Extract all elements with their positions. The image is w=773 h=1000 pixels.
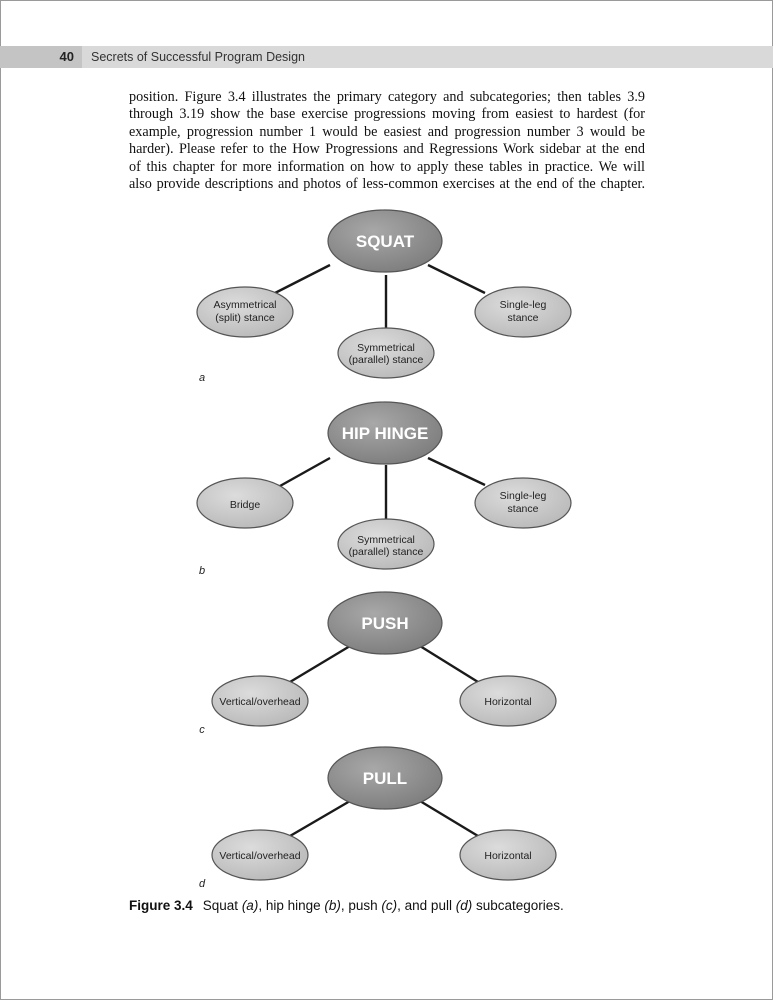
running-title: Secrets of Successful Program Design — [91, 50, 305, 64]
diagram-squat — [197, 210, 571, 384]
node-right-label: Single-leg — [499, 299, 547, 311]
connector-line — [275, 265, 330, 293]
subfigure-letter: c — [199, 724, 205, 736]
diagram-pull — [199, 747, 556, 890]
node-main-label: SQUAT — [355, 232, 415, 251]
body-line: harder). Please refer to the How Progressions and Regressions Work sidebar at the end — [129, 141, 645, 158]
page-number: 40 — [59, 49, 74, 64]
caption-text: , hip hinge — [258, 898, 325, 913]
connector-line — [290, 646, 350, 682]
node-left-label: Asymmetrical — [213, 299, 277, 311]
connector-line — [420, 646, 478, 682]
node-main-label: HIP HINGE — [341, 424, 429, 443]
node-center-label: (parallel) stance — [348, 354, 424, 366]
body-line: position. Figure 3.4 illustrates the primary category and subcategories; then tables 3.9 — [129, 89, 645, 105]
node-right-label: stance — [507, 503, 539, 515]
caption-ref-b: (b) — [324, 898, 341, 913]
node-center-label: (parallel) stance — [348, 546, 424, 558]
body-line: of this chapter for more information on how to apply these tables in practice. We will — [129, 158, 645, 175]
diagram-hip-hinge — [197, 402, 571, 577]
node-left-label: Vertical/overhead — [219, 850, 301, 862]
node-center-label: Symmetrical — [357, 534, 415, 546]
caption-text: Squat — [202, 898, 242, 913]
node-left-label: (split) stance — [215, 312, 275, 324]
node-right-label: Horizontal — [484, 696, 532, 708]
node-left-label: Vertical/overhead — [219, 696, 301, 708]
node-main-label: PULL — [362, 769, 408, 788]
node-main-label: PUSH — [361, 614, 409, 633]
node-right-label: Horizontal — [484, 850, 532, 862]
connector-line — [420, 801, 478, 836]
connector-line — [428, 458, 485, 485]
caption-ref-c: (c) — [381, 898, 398, 913]
caption-label: Figure 3.4 — [129, 898, 193, 913]
body-line: through 3.19 show the base exercise progressions moving from easiest to hardest (for — [129, 106, 645, 123]
body-line: also provide descriptions and photos of less-common exercises at the end of the chapter. — [129, 176, 645, 193]
diagram-push — [199, 592, 556, 736]
connector-line — [280, 458, 330, 486]
subfigure-letter: d — [198, 878, 206, 890]
body-line: example, progression number 1 would be easiest and progression number 3 would be — [129, 123, 645, 140]
subfigure-letter: b — [198, 565, 206, 577]
node-center-label: Symmetrical — [357, 342, 415, 354]
figure-caption — [129, 898, 564, 913]
caption-ref-d: (d) — [455, 898, 473, 913]
subfigure-letter: a — [198, 372, 206, 384]
node-left-label: Bridge — [229, 499, 261, 511]
caption-text: subcategories. — [472, 898, 564, 913]
node-right-label: stance — [507, 312, 539, 324]
caption-text: , and pull — [397, 898, 456, 913]
caption-text: , push — [340, 898, 382, 913]
caption-ref-a: (a) — [241, 898, 259, 913]
node-right-label: Single-leg — [499, 490, 547, 502]
connector-line — [290, 801, 350, 836]
connector-line — [428, 265, 485, 293]
